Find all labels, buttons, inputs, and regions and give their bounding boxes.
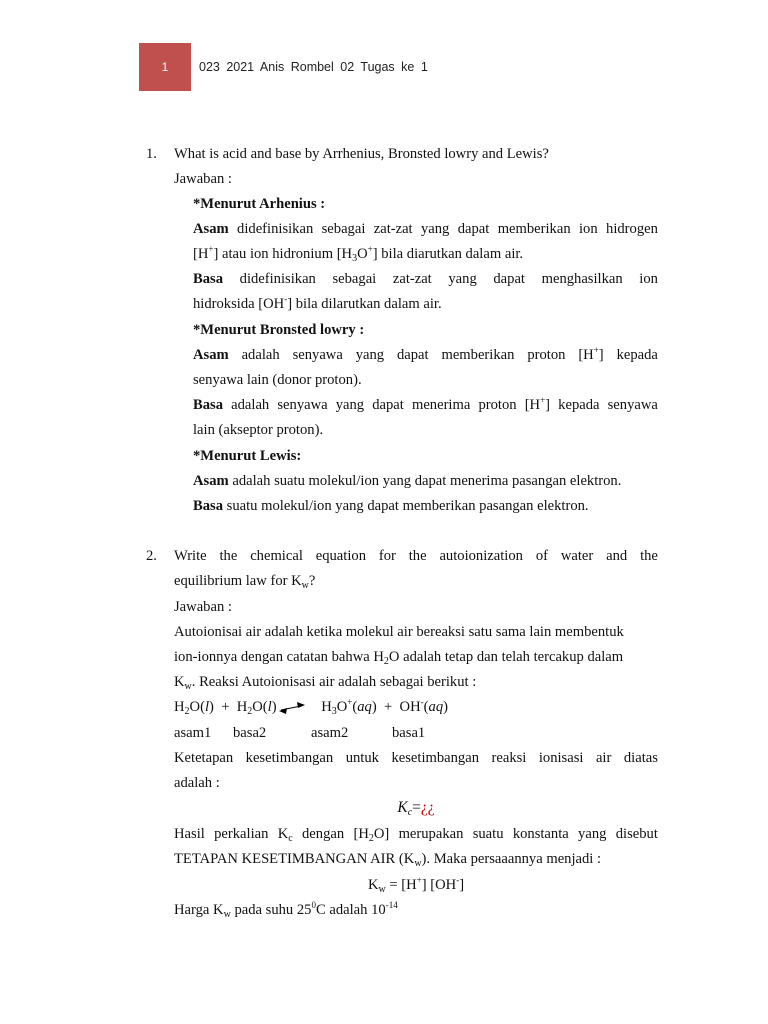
page-number-box [139,43,191,91]
sup: -14 [385,900,398,910]
word: kepada [616,347,658,363]
word: didefinisikan [237,221,314,237]
q2-p1-line3 [174,673,476,691]
word: dapat [372,397,404,413]
bron-acid-line2: senyawa lain (donor proton). [193,372,362,388]
text: ] [OH [421,877,457,893]
word: dengan [302,826,345,842]
text: ). Maka persaaannya menjadi : [421,851,602,867]
word: perkalian [214,826,269,842]
text: O( [252,699,268,715]
word: ionisasi [538,750,584,766]
sub: 3 [352,253,358,264]
text: K [397,799,408,816]
bold: Asam [193,473,229,489]
word: kesetimbangan [245,750,334,766]
word: air [595,750,612,766]
sub: w [184,681,192,692]
bron-base-line1 [193,396,658,414]
q2-p1-line1: Autoionisai air adalah ketika molekul air bereaksi satu sama lain membentuk [174,624,624,640]
sup: + [208,244,214,254]
word: dapat [457,221,490,237]
q1-question: What is acid and base by Arrhenius, Bronsted lowry and Lewis? [174,146,549,162]
sup: + [416,875,422,885]
word: untuk [345,750,379,766]
word: disebut [615,826,658,842]
word: Asam [193,347,229,363]
text: equilibrium law for K [174,573,302,589]
text: OH [399,699,421,715]
text: K [174,674,185,690]
arr-acid-line1 [193,220,658,238]
arr-acid-line2 [193,245,523,263]
kc-formula [174,799,658,817]
word: yang [335,397,365,413]
word: zat-zat [373,221,413,237]
word: Asam [193,221,229,237]
word: didefinisikan [239,271,316,287]
word: senyawa [292,347,343,363]
page-number: 1 [161,60,169,74]
arr-base-line1 [193,270,658,288]
word: senyawa [607,397,658,413]
arrhenius-heading-text: *Menurut Arhenius : [193,196,326,212]
word: Write [174,548,207,564]
word: konstanta [512,826,569,842]
word: yang [355,347,385,363]
word: the [408,548,427,564]
word: ion [579,221,598,237]
sup: + [367,244,373,254]
word: the [640,548,658,564]
text: hidroksida [OH [193,296,285,312]
text: O [357,246,368,262]
word: proton [478,397,517,413]
text: l [204,699,210,715]
sub: 2 [247,706,253,717]
word: sebagai [321,221,366,237]
word: [H+] [578,345,604,363]
word: kesetimbangan [391,750,479,766]
word: $[H_2O]$ [353,826,390,844]
word: autoionization [439,548,523,564]
word: merupakan [398,826,464,842]
sup: - [456,875,460,885]
kw-formula [174,876,658,894]
word: zat-zat [392,271,432,287]
text: H [236,699,248,715]
text: O adalah tetap dan telah tercakup dalam [388,649,624,665]
sub: c [407,807,413,818]
word: diatas [623,750,658,766]
bold: Basa [193,498,224,514]
equilibrium-arrow-icon [277,701,307,715]
sub: w [223,909,231,920]
q2-answer-label: Jawaban : [174,599,232,615]
arr-base-line2 [193,295,442,313]
label-asam2: asam2 [311,725,349,741]
word: Basa [193,397,224,413]
q2-question-line2 [174,572,315,590]
word: $K_c$ [277,826,293,844]
word: the [219,548,238,564]
lewis-base-line [193,497,589,515]
q2-p1-line2 [174,648,623,666]
word: senyawa [277,397,328,413]
word: of [535,548,548,564]
q2-question-line1 [174,547,658,565]
sub: w [301,580,309,591]
word: yang [578,826,607,842]
word: water [560,548,594,564]
word: Basa [193,271,224,287]
word: adalah [241,347,280,363]
word: yang [448,271,477,287]
word: menghasilkan [541,271,623,287]
text: l [267,699,272,715]
text: ] bila dilarutkan dalam air. [287,296,442,312]
word: Ketetapan [174,750,234,766]
text: adalah suatu molekul/ion yang dapat menerima pasangan elektron. [228,473,622,489]
word: reaksi [491,750,527,766]
q2-p3-line1 [174,825,658,843]
label-basa1: basa1 [392,725,426,741]
text: pada suhu 25 [230,902,312,918]
header-text: 023 2021 Anis Rombel 02 Tugas ke 1 [199,60,428,74]
label-asam1: asam1 [174,725,212,741]
sup: - [420,697,424,707]
q2-last-line [174,901,398,919]
word: ion [639,271,658,287]
word: suatu [472,826,504,842]
arrhenius-heading [193,195,325,213]
sub: 2 [184,706,190,717]
text: ] atau ion hidronium [H [213,246,353,262]
word: equation [315,548,366,564]
text: ] [459,877,465,893]
lewis-heading [193,447,301,465]
q2-p2-line1 [174,749,658,767]
word: kepada [558,397,600,413]
label-basa2: basa2 [233,725,267,741]
bron-acid-line1 [193,346,658,364]
text: H [174,699,185,715]
text: O( [189,699,205,715]
word: memberikan [441,347,515,363]
word: [H+] [524,395,551,413]
text: = [H [385,877,417,893]
text: suatu molekul/ion yang dapat memberikan pasangan elektron. [223,498,589,514]
word: adalah [231,397,270,413]
word: memberikan [497,221,571,237]
text: aq [357,699,372,715]
text: + [384,699,393,715]
sup: + [347,697,353,707]
q2-p3-line2 [174,850,601,868]
sub: 3 [331,706,337,717]
lewis-heading-text: *Menurut Lewis: [193,448,302,464]
q2-p2-line2: adalah : [174,775,220,791]
word: Hasil [174,826,205,842]
text: = [412,799,421,816]
word: yang [420,221,450,237]
text: ] bila diarutkan dalam air. [372,246,524,262]
text: C adalah 10 [315,902,386,918]
text: ? [308,573,316,589]
text: ) [209,699,214,715]
bronsted-heading [193,321,364,339]
sup: - [284,294,288,304]
word: and [606,548,628,564]
text: Harga K [174,902,224,918]
text: TETAPAN KESETIMBANGAN AIR (K [174,851,415,867]
q2-number: 2. [146,548,157,564]
bron-base-line2: lain (akseptor proton). [193,422,324,438]
word: menerima [411,397,471,413]
text: aq [428,699,444,715]
word: chemical [250,548,303,564]
text: [H [193,246,209,262]
q1-number: 1. [146,146,157,162]
sup: 0 [311,900,316,910]
q1-answer-label: Jawaban : [174,171,232,187]
autoionization-equation: $H_2O(l) + H_2O(l)$ $H_3O^+(aq) + OH^-(aq)$ [174,697,448,717]
bronsted-heading-text: *Menurut Bronsted lowry : [193,322,365,338]
text: ¿¿ [420,799,435,816]
word: dapat [493,271,525,287]
text: . Reaksi Autoionisasi air adalah sebagai berikut : [191,674,477,690]
text: ion-ionnya dengan catatan bahwa H [174,649,384,665]
word: for [378,548,396,564]
text: O [336,699,348,715]
word: dapat [396,347,429,363]
text: K [367,877,379,893]
sub: w [378,884,386,895]
sub: w [414,858,422,869]
word: proton [527,347,566,363]
text: ) [271,699,277,715]
text: + [221,699,230,715]
word: hidrogen [606,221,658,237]
lewis-acid-line [193,472,621,490]
word: sebagai [332,271,377,287]
text: H [321,699,332,715]
sub: 2 [383,656,389,667]
